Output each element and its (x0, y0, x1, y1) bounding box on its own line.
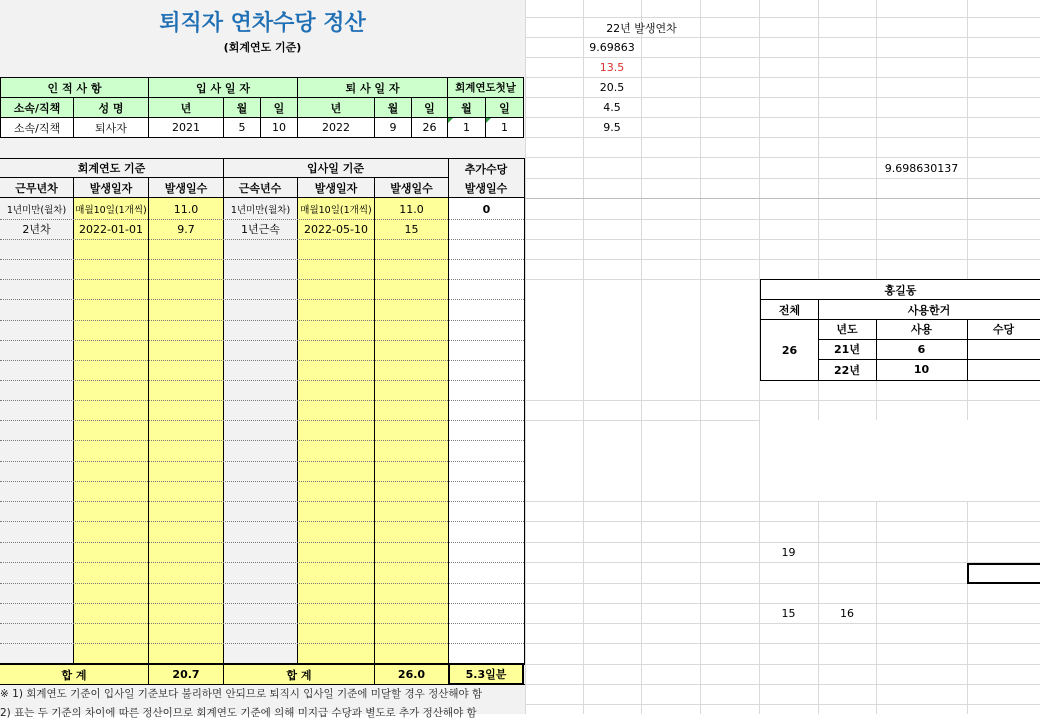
value-leave-day[interactable]: 26 (411, 117, 448, 138)
total-value-1[interactable]: 20.7 (148, 665, 223, 684)
value-join-month[interactable]: 5 (223, 117, 261, 138)
cell[interactable]: 11.0 (399, 202, 424, 216)
cell[interactable] (449, 219, 524, 239)
total-label-1: 합 계 (0, 665, 148, 684)
value-join-year[interactable]: 2021 (148, 117, 224, 138)
side-value[interactable]: 19 (781, 546, 796, 559)
person-use-label: 사용 (876, 319, 968, 340)
person-year-label: 년도 (818, 319, 877, 340)
col-issue-date-2: 발생일자 (297, 178, 374, 198)
col-issue-days-1: 발생일수 (148, 178, 223, 198)
person-row-allowance[interactable] (967, 339, 1040, 360)
value-join-day[interactable]: 10 (260, 117, 298, 138)
sub-join-month: 월 (223, 97, 261, 118)
sub-fiscal-day: 일 (485, 97, 524, 118)
col-extra-days: 발생일수 (448, 178, 524, 198)
cell[interactable]: 15 (404, 222, 419, 236)
header-leave-date: 퇴 사 일 자 (297, 77, 448, 98)
person-name[interactable]: 홍길동 (760, 279, 1040, 300)
side-value[interactable]: 4.5 (603, 101, 621, 114)
person-row-year[interactable]: 21년 (818, 339, 877, 360)
sub-leave-month: 월 (374, 97, 412, 118)
selected-cell[interactable] (967, 563, 1040, 584)
col-work-year: 근무년차 (0, 178, 73, 198)
header-personal: 인 적 사 항 (0, 77, 149, 98)
note-line-1: ※ 1) 회계연도 기준이 입사일 기준보다 불리하면 안되므로 퇴직시 입사일 기준에 미달할 경우 정산해야 함 (0, 688, 483, 700)
sub-join-day: 일 (260, 97, 298, 118)
total-value-3[interactable]: 5.3일분 (448, 663, 524, 685)
total-value-2[interactable]: 26.0 (374, 665, 448, 684)
group-fiscal-year: 회계연도 기준 (0, 158, 223, 178)
cell-indicator-icon (486, 118, 491, 123)
page-title: 퇴직자 연차수당 정산 (159, 10, 366, 36)
value-fiscal-day[interactable]: 1 (485, 117, 524, 138)
value-dept[interactable]: 소속/직책 (0, 117, 74, 138)
cell[interactable]: 1년미만(월차) (230, 205, 291, 216)
sub-join-year: 년 (148, 97, 224, 118)
sub-dept: 소속/직책 (0, 97, 74, 118)
col-issue-days-2: 발생일수 (374, 178, 448, 198)
cell[interactable]: 매월10일(1개씩) (300, 205, 372, 216)
person-total-label: 전체 (760, 299, 819, 320)
person-used-label: 사용한거 (818, 299, 1040, 320)
page-subtitle: (회계연도 기준) (223, 40, 302, 54)
side-value[interactable]: 9.5 (603, 121, 621, 134)
sub-fiscal-month: 월 (447, 97, 486, 118)
group-extra: 추가수당 (448, 158, 524, 178)
side-label-annual-leave[interactable]: 22년 발생연차 (606, 21, 677, 35)
person-row-use[interactable]: 10 (876, 359, 968, 381)
blank-merged-area (760, 420, 1040, 501)
cell[interactable]: 11.0 (173, 202, 199, 216)
note-line-2: 2) 표는 두 기준의 차이에 따른 정산이므로 회계연도 기준에 의해 미지급 수당과 별도로 추가 정산해야 함 (0, 707, 477, 719)
side-value[interactable]: 15 (781, 607, 796, 620)
white-column-block (448, 198, 524, 664)
group-join-date: 입사일 기준 (223, 158, 448, 178)
person-allowance-label: 수당 (967, 319, 1040, 340)
col-issue-date-1: 발생일자 (73, 178, 148, 198)
cell[interactable]: 2022-05-10 (304, 222, 368, 236)
header-fiscal-start: 회계연도첫날 (447, 77, 524, 98)
person-row-use[interactable]: 6 (876, 339, 968, 360)
sub-leave-year: 년 (297, 97, 375, 118)
sub-name: 성 명 (73, 97, 149, 118)
cell-indicator-icon (448, 118, 453, 123)
value-name[interactable]: 퇴사자 (73, 117, 149, 138)
side-value-long[interactable]: 9.698630137 (884, 161, 959, 175)
value-leave-month[interactable]: 9 (374, 117, 412, 138)
side-value-red[interactable]: 13.5 (599, 61, 625, 74)
yellow-column-block (297, 198, 448, 664)
cell[interactable]: 2년차 (22, 223, 51, 236)
cell[interactable]: 2022-01-01 (79, 222, 143, 236)
side-value[interactable]: 9.69863 (589, 41, 635, 54)
col-service-years: 근속년수 (223, 178, 297, 198)
person-total[interactable]: 26 (760, 319, 819, 381)
cell[interactable]: 1년미만(월차) (6, 205, 67, 216)
total-label-2: 합 계 (223, 665, 374, 684)
cell[interactable]: 1년근속 (241, 223, 280, 236)
value-leave-year[interactable]: 2022 (297, 117, 375, 138)
person-row-year[interactable]: 22년 (818, 359, 877, 381)
header-join-date: 입 사 일 자 (148, 77, 298, 98)
value-fiscal-month[interactable]: 1 (447, 117, 486, 138)
cell[interactable]: 0 (482, 202, 491, 216)
cell[interactable]: 매월10일(1개씩) (75, 205, 147, 216)
side-value[interactable]: 16 (840, 607, 854, 620)
cell[interactable]: 9.7 (177, 222, 195, 236)
person-row-allowance[interactable] (967, 359, 1040, 381)
side-value[interactable]: 20.5 (599, 81, 625, 94)
sub-leave-day: 일 (411, 97, 448, 118)
